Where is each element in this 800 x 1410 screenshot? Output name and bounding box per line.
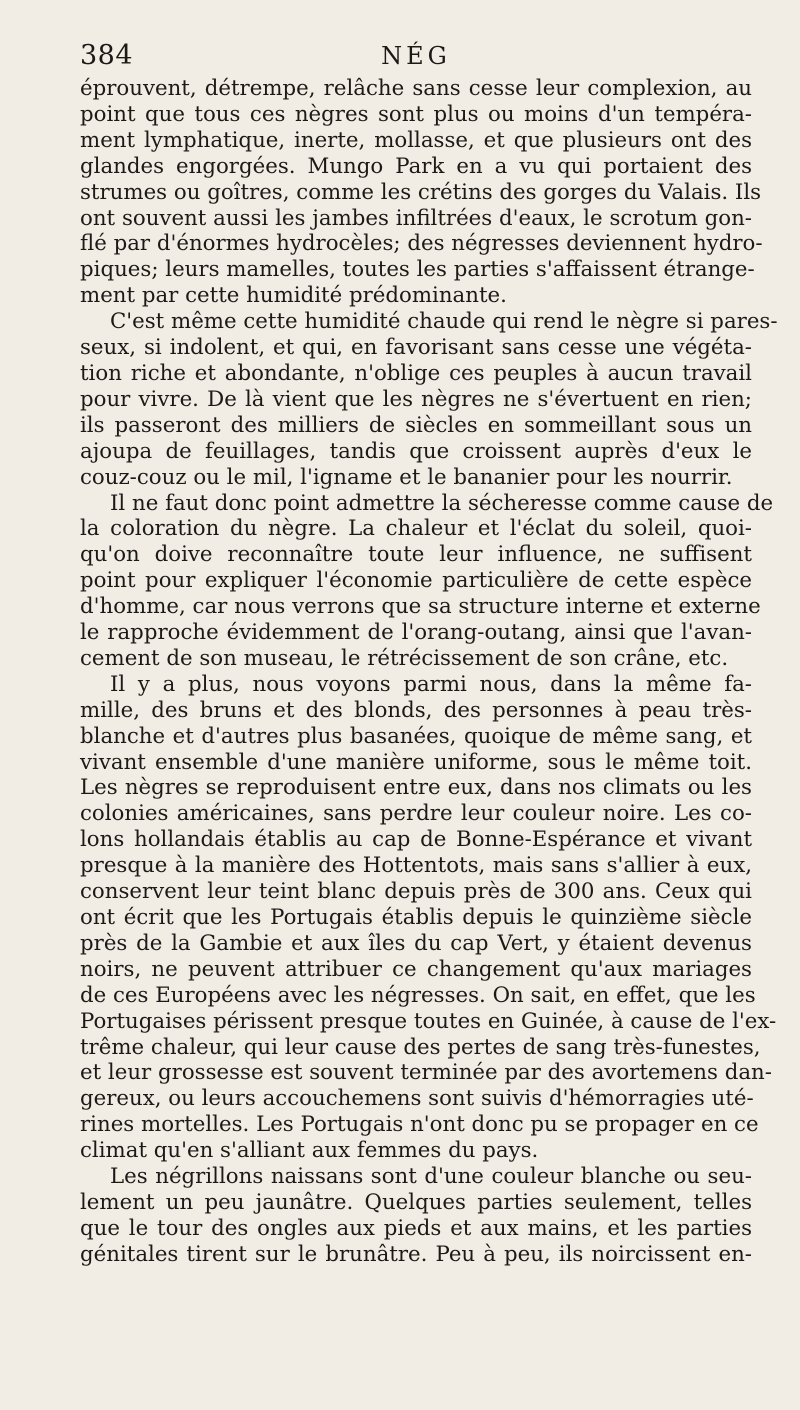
page-number: 384 bbox=[80, 40, 134, 71]
running-head: NÉG bbox=[381, 42, 451, 70]
text-line: éprouvent, détrempe, relâche sans cesse leur complexion, au bbox=[80, 76, 752, 101]
text-line: noirs, ne peuvent attribuer ce changement qu'aux mariages bbox=[80, 956, 752, 982]
text-line: lons hollandais établis au cap de Bonne-Espérance et vivant bbox=[80, 827, 752, 853]
text-line: que le tour des ongles aux pieds et aux mains, et les parties bbox=[80, 1215, 752, 1241]
page-header bbox=[80, 40, 752, 74]
text-line: et leur grossesse est souvent terminée par des avortemens dan- bbox=[80, 1060, 772, 1086]
text-line: lement un peu jaunâtre. Quelques parties seulement, telles bbox=[80, 1189, 752, 1215]
text-line: vivant ensemble d'une manière uniforme, sous le même toit. bbox=[80, 749, 752, 775]
text-line: point pour expliquer l'économie particulière de cette espèce bbox=[80, 568, 752, 594]
text-line: point que tous ces nègres sont plus ou moins d'un tempéra- bbox=[80, 101, 752, 127]
text-line: cement de son museau, le rétrécissement de son crâne, etc. bbox=[80, 645, 729, 671]
body-text bbox=[80, 76, 778, 1268]
text-line: Portugaises périssent presque toutes en Guinée, à cause de l'ex- bbox=[80, 1008, 777, 1034]
text-line: colonies américaines, sans perdre leur couleur noire. Les co- bbox=[80, 801, 752, 827]
text-line: la coloration du nègre. La chaleur et l'éclat du soleil, quoi- bbox=[80, 516, 752, 542]
text-line: qu'on doive reconnaître toute leur influence, ne suffisent bbox=[80, 542, 752, 568]
text-line: Les négrillons naissans sont d'une couleur blanche ou seu- bbox=[110, 1164, 752, 1190]
text-line: C'est même cette humidité chaude qui rend le nègre si pares- bbox=[110, 309, 778, 335]
text-line: conservent leur teint blanc depuis près de 300 ans. Ceux qui bbox=[80, 879, 752, 905]
text-line: Il y a plus, nous voyons parmi nous, dans la même fa- bbox=[110, 671, 752, 697]
text-line: climat qu'en s'alliant aux femmes du pays. bbox=[80, 1138, 539, 1164]
text-line: ment par cette humidité prédominante. bbox=[80, 283, 507, 309]
text-line: presque à la manière des Hottentots, mais sans s'allier à eux, bbox=[80, 853, 752, 879]
text-line: tion riche et abondante, n'oblige ces peuples à aucun travail bbox=[80, 360, 752, 386]
text-line: génitales tirent sur le brunâtre. Peu à peu, ils noircissent en- bbox=[80, 1241, 752, 1267]
text-line: glandes engorgées. Mungo Park en a vu qui portaient des bbox=[80, 153, 752, 179]
text-line: piques; leurs mamelles, toutes les parties s'affaissent étrange- bbox=[80, 257, 755, 283]
text-line: rines mortelles. Les Portugais n'ont donc pu se propager en ce bbox=[80, 1112, 759, 1138]
text-line: strumes ou goîtres, comme les crétins des gorges du Valais. Ils bbox=[80, 179, 762, 205]
text-line: gereux, ou leurs accouchemens sont suivis d'hémorragies uté- bbox=[80, 1086, 754, 1112]
text-line: Les nègres se reproduisent entre eux, dans nos climats ou les bbox=[80, 775, 752, 801]
text-line: le rapproche évidemment de l'orang-outang, ainsi que l'avan- bbox=[80, 620, 752, 646]
text-line: de ces Européens avec les négresses. On sait, en effet, que les bbox=[80, 982, 756, 1008]
text-line: couz-couz ou le mil, l'igname et le bananier pour les nourrir. bbox=[80, 464, 733, 490]
text-line: seux, si indolent, et qui, en favorisant sans cesse une végéta- bbox=[80, 335, 752, 361]
text-line: ment lymphatique, inerte, mollasse, et que plusieurs ont des bbox=[80, 127, 752, 153]
text-line: blanche et d'autres plus basanées, quoique de même sang, et bbox=[80, 723, 752, 749]
text-line: ont écrit que les Portugais établis depuis le quinzième siècle bbox=[80, 905, 752, 930]
text-line: Il ne faut donc point admettre la sécheresse comme cause de bbox=[110, 490, 774, 516]
text-line: d'homme, car nous verrons que sa structure interne et externe bbox=[80, 594, 761, 620]
text-line: mille, des bruns et des blonds, des personnes à peau très- bbox=[80, 697, 752, 723]
text-line: pour vivre. De là vient que les nègres ne s'évertuent en rien; bbox=[80, 386, 752, 412]
text-line: trême chaleur, qui leur cause des pertes de sang très-funestes, bbox=[80, 1034, 761, 1060]
text-line: près de la Gambie et aux îles du cap Vert, y étaient devenus bbox=[80, 930, 752, 956]
text-line: flé par d'énormes hydrocèles; des négresses deviennent hydro- bbox=[80, 231, 763, 257]
text-line: ils passeront des milliers de siècles en sommeillant sous un bbox=[80, 412, 752, 438]
text-line: ont souvent aussi les jambes infiltrées d'eaux, le scrotum gon- bbox=[80, 205, 752, 231]
text-line: ajoupa de feuillages, tandis que croissent auprès d'eux le bbox=[80, 438, 752, 464]
